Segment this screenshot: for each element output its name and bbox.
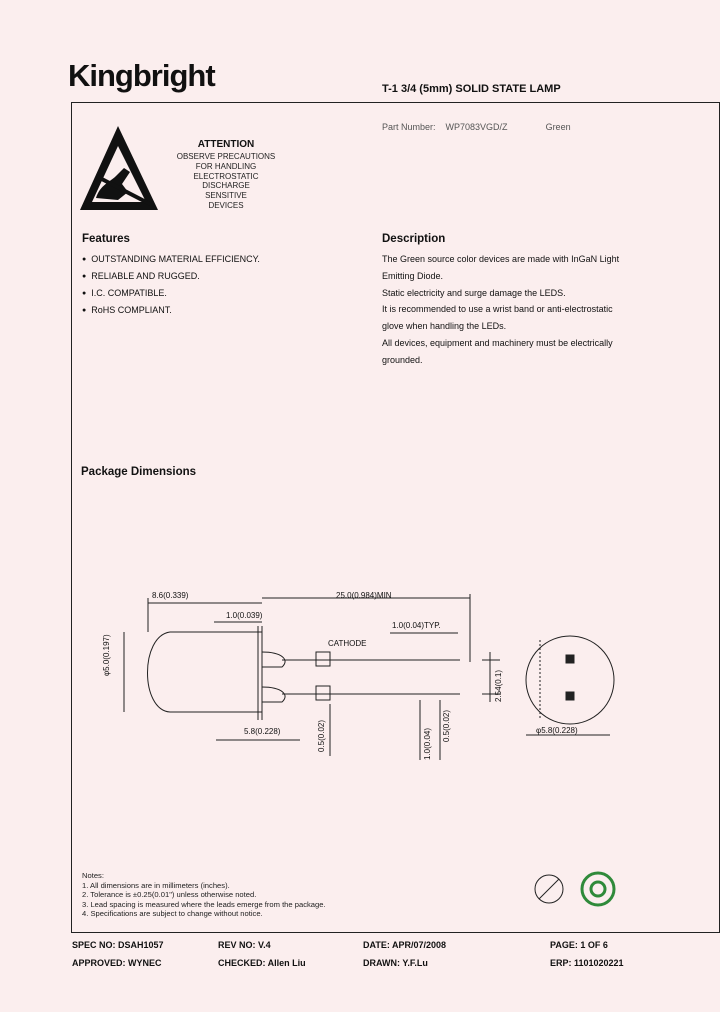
cathode-label: CATHODE [328,639,367,648]
dim-flange: 1.0(0.039) [226,611,263,620]
kingbright-logo: Kingbright [68,58,215,93]
approved-by: APPROVED: WYNEC [72,958,162,968]
page-number: PAGE: 1 OF 6 [550,940,608,950]
feature-item: ● RELIABLE AND RUGGED. [82,268,260,285]
part-label: Part Number: [382,122,436,132]
dim-lead-w: 0.5(0.02) [317,719,326,752]
notes-title: Notes: [82,871,104,880]
description-line: It is recommended to use a wrist band or anti-electrostatic [382,304,613,315]
attention-line: DISCHARGE [202,181,250,191]
description-line: The Green source color devices are made with InGaN Light [382,254,620,264]
dim-lead-length: 25.0(0.984)MIN [336,591,392,600]
description-line: All devices, equipment and machinery must be electrically [382,337,613,348]
spec-number: SPEC NO: DSAH1057 [72,940,164,950]
dim-base-dia: φ5.8(0.228) [536,726,578,735]
dim-diameter: φ5.0(0.197) [102,634,111,676]
package-dimensions-heading: Package Dimensions [81,466,197,478]
note-line: 2. Tolerance is ±0.25(0.01") unless otherwise noted. [82,890,257,900]
erp-number: ERP: 1101020221 [550,958,624,968]
description-heading: Description [382,233,446,245]
dim-seat-h: 0.5(0.02) [442,709,451,742]
attention-line: ELECTROSTATIC [193,171,259,181]
part-color: Green [545,122,571,132]
attention-line: DEVICES [208,200,244,210]
note-line: 1. All dimensions are in millimeters (inches). [82,880,230,890]
feature-item: ● RoHS COMPLIANT. [82,302,260,319]
description-line: glove when handling the LEDs. [382,321,507,332]
feature-item: ● OUTSTANDING MATERIAL EFFICIENCY. [82,251,260,268]
attention-line: OBSERVE PRECAUTIONS [176,152,276,161]
note-line: 4. Specifications are subject to change without notice. [82,909,263,919]
part-number: WP7083VGD/Z [445,122,508,132]
description-line: Static electricity and surge damage the LEDS. [382,287,566,298]
document-title: T-1 3/4 (5mm) SOLID STATE LAMP [382,83,561,95]
attention-line: FOR HANDLING [195,161,257,171]
attention-line: SENSITIVE [205,191,247,201]
dim-length: 8.6(0.339) [152,591,189,600]
attention-title: ATTENTION [197,139,255,150]
notes-block [82,871,326,919]
description-line: grounded. [382,354,423,365]
checked-by: CHECKED: Allen Liu [218,958,306,968]
features-heading: Features [82,233,130,245]
document-date: DATE: APR/07/2008 [363,940,447,950]
dim-flange-dia: 5.8(0.228) [244,727,281,736]
feature-item: ● I.C. COMPATIBLE. [82,285,260,302]
revision-number: REV NO: V.4 [218,940,271,950]
note-line: 3. Lead spacing is measured where the leads emerge from the package. [82,899,326,909]
drawn-by: DRAWN: Y.F.Lu [363,958,428,968]
dim-seating: 1.0(0.04)TYP. [392,621,441,630]
dim-pitch: 2.54(0.1) [494,669,503,702]
description-line: Emitting Diode. [382,270,444,281]
dim-lead-t: 1.0(0.04) [423,727,432,760]
